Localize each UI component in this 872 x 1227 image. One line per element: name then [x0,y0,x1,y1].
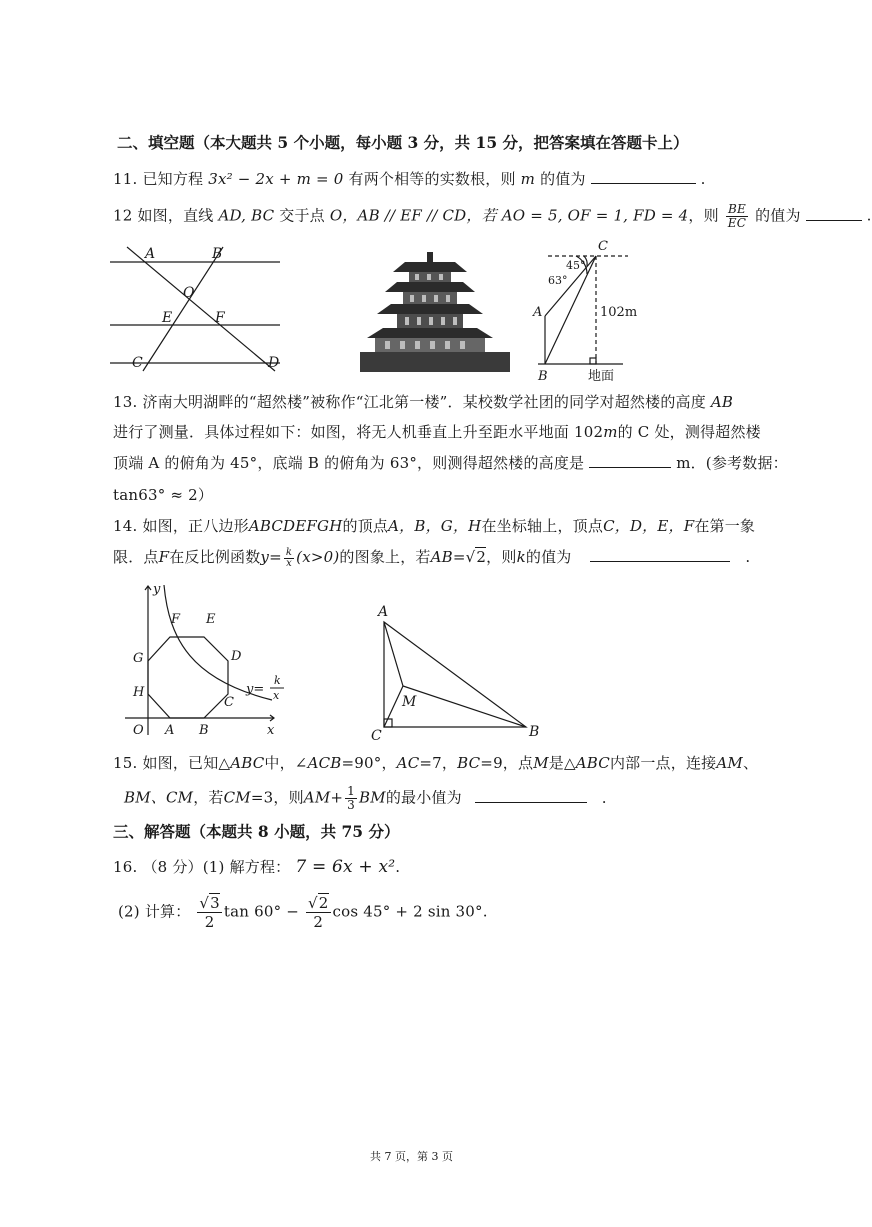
q15-number: 15. [113,754,138,772]
q14-line2-c: 的图象上，若 [339,548,431,566]
line-ad [127,247,275,371]
q11-number: 11. [113,170,138,188]
fig15-label-b: B [529,724,540,740]
line-cm [384,686,403,727]
question-16-part-2 [118,894,488,931]
section-3-heading: 三、解答题（本题共 8 小题，共 75 分） [113,822,400,841]
line-bc [143,247,223,371]
q13-answer-blank [589,455,671,468]
q12-text-c: ，AB // EF // CD，若 [342,206,497,225]
q12-text-a: 如图，直线 [137,206,214,225]
question-14-line-2: 限．点F在反比例函数y= $\frac{k}{x}$ (x>0)的图象上，若AB=√2，则k的值为 . [113,546,751,569]
fig14-label-c: C [224,695,234,710]
q15-abc: ABC [230,754,265,772]
q16-sqrt3: 3 [210,894,220,912]
q11-equation: 3x² − 2x + m = 0 [208,170,344,188]
q14-line2-e: 的值为 [525,548,572,566]
q16-number: 16. [113,858,138,876]
page-footer: 共 7 页，第 3 页 [370,1150,453,1163]
fig12-label-o: O [183,285,195,301]
fig12-label-e: E [162,310,173,326]
q15-line1-h: 、 [742,754,759,772]
fig15-label-c: C [371,728,382,744]
fig13-label-a: A [533,305,543,320]
q16-frac-sqrt2: $\frac{√2}{2}$ [308,894,329,931]
q13-line2-end: 的 C 处，测得超然楼 [617,423,761,441]
q16-rest-end: . [482,902,488,921]
q14-line2-b: 在反比例函数 [169,548,261,566]
fig14-label-d: D [231,649,242,664]
q15-acb: ACB [307,754,342,772]
fig14-func-k: k [274,674,281,687]
q13-line3-end: m．(参考数据： [676,454,788,472]
question-15-line-1 [113,752,758,773]
q13-line3: 顶端 A 的俯角为 45°，底端 B 的俯角为 63°，则测得超然楼的高度是 [113,454,585,472]
q15-answer-blank [475,790,587,803]
fig14-func-x: x [273,689,280,702]
q14-point-f: F [158,548,170,566]
q15-fraction [345,785,357,812]
fig12-label-c: C [132,355,143,371]
fig13-angle-63: 63° [548,274,568,287]
q14-k: k [516,548,526,566]
q14-end: . [745,548,751,566]
q15-end: . [601,788,607,807]
question-13-line-1 [113,391,733,412]
q13-number: 13. [113,393,138,411]
q12-frac-num: BE [726,203,748,217]
q12-point: O [329,206,343,225]
question-11 [113,168,706,189]
q14-number: 14. [113,517,138,535]
q11-end: . [700,170,706,188]
question-16-part-1 [113,856,400,877]
q14-line1-b: 的顶点 [342,517,389,535]
q15-line1-c: =90°， [341,754,397,772]
q15-line1-e: =9，点 [480,754,534,772]
q11-text-a: 已知方程 [142,170,204,188]
q12-fraction [726,203,748,230]
q14-points-axes: A，B，G，H [388,517,482,535]
fig13-angle-45: 45° [566,259,586,272]
triangle-abc [384,622,526,727]
question-12 [113,203,872,230]
figure-15-triangle [368,600,553,745]
fig14-label-b: B [199,723,209,738]
fig13-label-c: C [598,239,608,254]
q14-line1-a: 如图，正八边形 [142,517,249,535]
fig14-label-o: O [133,723,144,738]
tower-roof-3 [377,304,483,314]
question-13-line-4: tan63° ≈ 2） [113,486,214,504]
q11-var: m [520,170,536,188]
q12-lines: AD, BC [218,206,275,225]
q12-end: . [866,206,872,225]
q15-line1-d: =7， [419,754,458,772]
q16-frac-sqrt3: $\frac{√3}{2}$ [199,894,220,931]
fig12-label-d: D [268,355,280,371]
q15-line1-b: 中，∠ [264,754,308,772]
q16-rest: cos 45° + 2 sin 30° [332,902,483,921]
question-15-line-2 [124,785,607,812]
q15-am-2: AM [303,788,331,807]
q15-line1-a: 如图，已知△ [142,754,231,772]
fig14-func-y: y= [246,682,265,697]
q14-line1-c: 在坐标轴上，顶点 [481,517,604,535]
fig12-label-a: A [145,246,156,262]
q12-frac-den: EC [727,216,747,230]
section-2-heading: 二、填空题（本大题共 5 个小题，每小题 3 分，共 15 分，把答案填在答题卡上） [117,133,689,152]
q15-cm: CM [223,788,251,807]
q11-answer-blank [591,171,696,184]
fig13-label-b: B [538,369,548,384]
figure-14-octagon [122,580,287,740]
question-13-line-3 [113,452,788,473]
fig14-label-h: H [133,685,145,700]
fig14-label-e: E [206,612,216,627]
q16-tan: tan 60° − [223,902,300,921]
figure-12-parallel-lines [105,245,290,375]
q14-ab: AB= [430,548,466,566]
q14-func-y: y= [260,548,282,566]
tower-roof-2 [385,282,475,292]
q16-points: （8 分） [142,858,203,876]
q15-plus: + [330,788,344,807]
q13-line2-unit: m [603,423,618,441]
q13-line2: 进行了测量．具体过程如下：如图，将无人机垂直上升至距水平地面 102 [113,423,604,441]
fig13-ground: 地面 [588,369,615,384]
q11-text-b: 有两个相等的实数根，则 [348,170,516,188]
q14-line2-a: 限．点 [113,548,159,566]
q11-text-c: 的值为 [540,170,586,188]
tower-roof-1 [393,262,467,272]
q12-text-d: ，则 [688,206,719,225]
q15-frac-num: 1 [347,784,356,798]
tower-photo [355,250,515,375]
q14-line2-d: ，则 [486,548,517,566]
fig15-label-m: M [402,694,417,710]
fig15-label-a: A [378,604,389,620]
figure-13-drone [528,236,638,384]
fig12-label-b: B [212,246,223,262]
q12-answer-blank [806,208,862,221]
q15-ac: AC [396,754,420,772]
question-14-line-1 [113,515,755,536]
q15-frac-den: 3 [347,798,356,812]
q15-line2-d: 的最小值为 [385,788,462,807]
question-13-line-2 [113,421,761,442]
q15-bm-cm: BM、CM [124,788,194,807]
q14-func-num: k [285,546,293,558]
q15-am: AM [716,754,743,772]
q12-text-e: 的值为 [755,206,801,225]
q14-octagon-name: ABCDEFGH [248,517,343,535]
q13-line1: 济南大明湖畔的“超然楼”被称作“江北第一楼”．某校数学社团的同学对超然楼的高度 [142,393,706,411]
fig14-label-f: F [171,612,181,627]
q15-line2-b: ，若 [193,788,224,807]
q16-frac-den-1: 2 [204,913,215,931]
q15-m: M [533,754,549,772]
fig14-label-y: y [153,582,161,597]
q14-line1-d: 在第一象 [694,517,756,535]
q16-part1-label: (1) 解方程： [202,858,291,876]
q15-abc2: ABC [575,754,610,772]
right-angle-mark [590,358,596,364]
q15-line1-f: 是△ [548,754,576,772]
q15-line2-c: =3，则 [250,788,304,807]
fig14-label-g: G [133,651,144,666]
q14-func-fraction [284,548,294,569]
q14-sqrt2: 2 [476,548,487,566]
q12-number: 12 [113,206,133,225]
q16-sqrt2: 2 [318,894,329,912]
fig12-label-f: F [215,310,225,326]
q16-equation: 7 = 6x + x² [295,857,396,877]
q14-func-cond: (x>0) [296,548,340,566]
q16-part2-label: (2) 计算： [118,902,191,921]
q15-bm: BM [359,788,386,807]
q16-eq-end: . [395,858,401,876]
q12-text-b: 交于点 [279,206,325,225]
line-cb [545,256,596,364]
fig14-label-x: x [267,723,275,738]
q15-bc: BC [457,754,481,772]
q15-line1-g: 内部一点，连接 [609,754,717,772]
tower-roof-4 [367,328,493,338]
q14-answer-blank [590,549,730,562]
fig14-label-a: A [165,723,175,738]
q14-func-den: x [286,557,292,569]
q14-points-quadrant: C，D，E，F [603,517,695,535]
q12-given: AO = 5, OF = 1, FD = 4 [501,206,689,225]
q16-frac-den-2: 2 [313,913,324,931]
fig13-height: 102m [600,305,638,320]
q13-line1-var: AB [710,393,734,411]
